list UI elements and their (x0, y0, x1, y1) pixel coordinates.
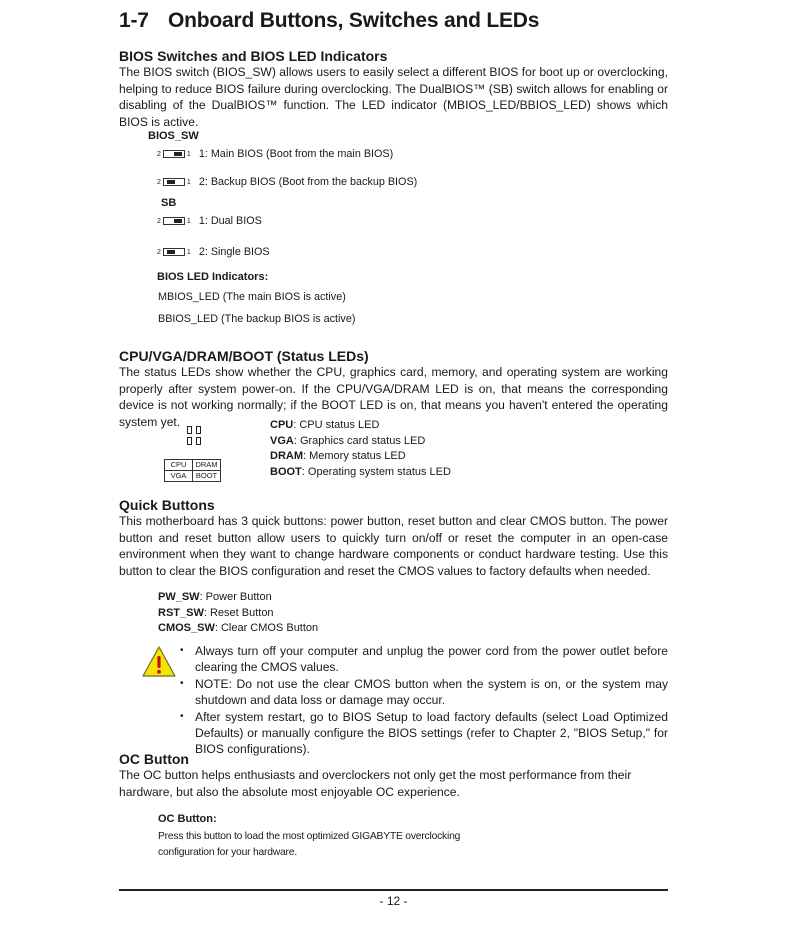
bios-led-indicators-label: BIOS LED Indicators: (157, 271, 269, 283)
section-title-text: Onboard Buttons, Switches and LEDs (168, 9, 540, 32)
quick-buttons-heading: Quick Buttons (119, 497, 215, 513)
pin-label-left: 2 (157, 217, 161, 225)
warning-item: • NOTE: Do not use the clear CMOS button when the system is on, or the system may shutdown and data loss or damage may occur. (180, 676, 668, 709)
status-led-legend (270, 418, 451, 481)
legend-boot: BOOT: Operating system status LED (270, 466, 451, 479)
vga-led-icon (187, 437, 192, 445)
sb-label: SB (161, 197, 177, 209)
bios-switches-heading: BIOS Switches and BIOS LED Indicators (119, 48, 388, 64)
vga-cell: VGA (165, 471, 193, 482)
boot-cell: BOOT (193, 471, 221, 482)
cpu-led-icon (187, 426, 192, 434)
bios-sw-option-1 (157, 148, 393, 160)
oc-button-label: OC Button: (158, 813, 217, 825)
oc-description-line: configuration for your hardware. (158, 847, 297, 858)
switch-position-2-icon (163, 248, 185, 256)
warning-item: • Always turn off your computer and unplug the power cord from the power outlet before clearing the CMOS values. (180, 643, 668, 676)
bbios-led-item: BBIOS_LED (The backup BIOS is active) (158, 313, 356, 325)
pin-label-right: 1 (186, 178, 191, 186)
pin-label-right: 1 (186, 217, 191, 225)
legend-dram: DRAM: Memory status LED (270, 450, 406, 463)
oc-button-description (158, 829, 460, 861)
footer-rule (119, 889, 668, 891)
status-led-diagram (187, 426, 201, 445)
warning-item: • After system restart, go to BIOS Setup to load factory defaults (select Load Optimized Defaults) or manually configure the BIOS settings (refer to Chapter 2, "BIOS Setup," for BIOS configurations). (180, 709, 668, 758)
cmos-sw-item: CMOS_SW: Clear CMOS Button (158, 622, 319, 635)
switch-description: 1: Main BIOS (Boot from the main BIOS) (198, 148, 394, 160)
quick-button-list (158, 590, 318, 637)
pin-label-left: 2 (157, 248, 161, 256)
warning-list (180, 643, 668, 758)
cpu-cell: CPU (165, 460, 193, 471)
pin-label-right: 1 (186, 248, 191, 256)
boot-led-icon (196, 437, 201, 445)
quick-buttons-paragraph: This motherboard has 3 quick buttons: power button, reset button and clear CMOS button. The power button and reset button allow users to quickly turn on/off or reset the computer in an open-case environment when they want to change hardware components or conduct hardware testing. Use this button to clear the BIOS configuration and reset the CMOS values to factory defaults when needed. (119, 514, 668, 578)
oc-button-heading: OC Button (119, 751, 189, 767)
dram-cell: DRAM (193, 460, 221, 471)
section-number: 1-7 (119, 9, 149, 32)
legend-vga: VGA: Graphics card status LED (270, 434, 426, 447)
oc-description-line: Press this button to load the most optimized GIGABYTE overclocking (158, 831, 461, 842)
pw-sw-item: PW_SW: Power Button (158, 591, 272, 603)
switch-position-1-icon (163, 150, 185, 158)
led-row-bottom (187, 437, 201, 445)
oc-button-paragraph: The OC button helps enthusiasts and overclockers not only get the most performance from their hardware, but also the absolute most enjoyable OC experience. (119, 768, 632, 799)
section-title (119, 9, 539, 33)
pin-label-left: 2 (157, 150, 161, 158)
dram-led-icon (196, 426, 201, 434)
rst-sw-item: RST_SW: Reset Button (158, 606, 274, 619)
pin-label-left: 2 (157, 178, 161, 186)
bios-sw-label: BIOS_SW (148, 130, 199, 142)
warning-triangle-icon (141, 645, 177, 678)
legend-cpu: CPU: CPU status LED (270, 419, 380, 431)
switch-description: 2: Single BIOS (198, 246, 270, 258)
switch-description: 2: Backup BIOS (Boot from the backup BIOS) (198, 176, 418, 188)
page-number: - 12 - (379, 894, 408, 908)
bios-sw-option-2 (157, 176, 417, 188)
switch-description: 1: Dual BIOS (198, 215, 262, 227)
led-row-top (187, 426, 201, 434)
status-led-label-table (164, 459, 221, 482)
status-leds-heading: CPU/VGA/DRAM/BOOT (Status LEDs) (119, 348, 369, 364)
switch-position-2-icon (163, 178, 185, 186)
sb-option-1 (157, 215, 262, 227)
switch-position-1-icon (163, 217, 185, 225)
sb-option-2 (157, 246, 270, 258)
status-leds-paragraph: The status LEDs show whether the CPU, graphics card, memory, and operating system are working properly after system power-on. If the CPU/VGA/DRAM LED is on, that means the corresponding device is not working normally; if the BOOT LED is on, that means you haven't entered the operating system yet. (119, 365, 668, 429)
bios-switches-paragraph: The BIOS switch (BIOS_SW) allows users to easily select a different BIOS for boot up or overclocking, helping to reduce BIOS failure during overclocking. The DualBIOS™ (SB) switch allows for enabling or disabling of the DualBIOS™ function. The LED indicator (MBIOS_LED/BBIOS_LED) shows which BIOS is active. (119, 65, 668, 129)
mbios-led-item: MBIOS_LED (The main BIOS is active) (158, 291, 346, 303)
pin-label-right: 1 (186, 150, 191, 158)
